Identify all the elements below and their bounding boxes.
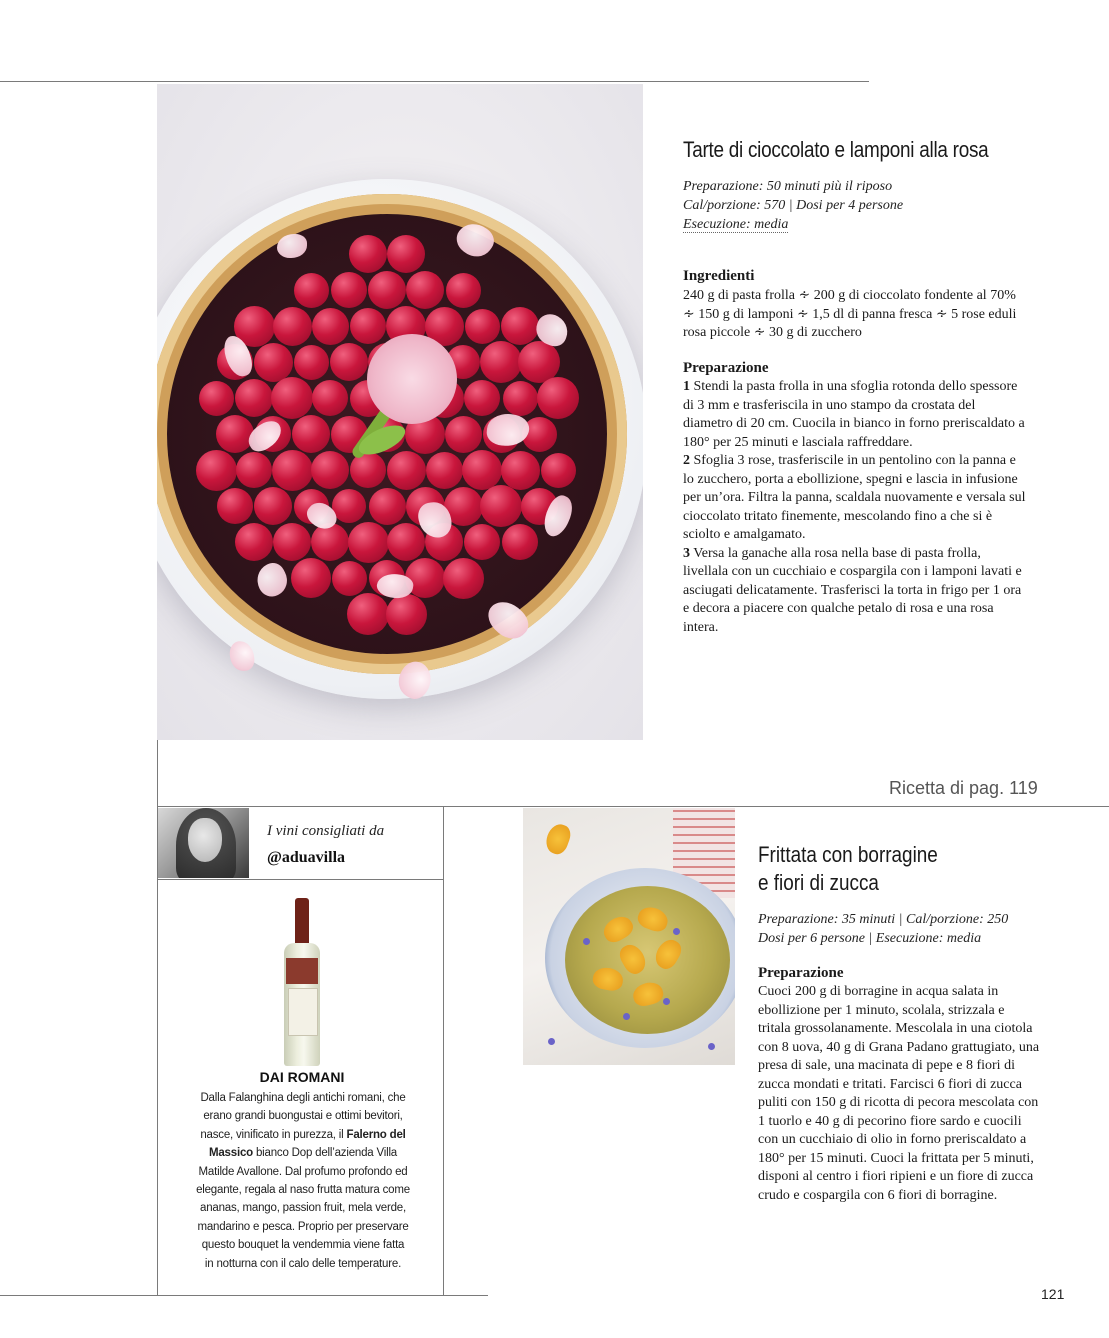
recipe2-title (758, 841, 938, 897)
recipe2-meta (758, 910, 1008, 948)
raspberry (480, 485, 522, 527)
raspberry (311, 451, 349, 489)
recipe2-title-line2: e fiori di zucca (758, 870, 879, 895)
raspberry (217, 488, 253, 524)
wine-name: Falerno del Massico (208, 1128, 406, 1160)
recipe2-preparation-heading: Preparazione (758, 965, 844, 981)
raspberry (312, 380, 348, 416)
raspberry (331, 272, 367, 308)
top-rule (0, 81, 869, 82)
recipe2-preparation-text: Cuoci 200 g di borragine in acqua salata in ebollizione per 1 minuto, scolala, strizzala e tritala grossolanamente. Mescolala in una ciotola con 8 uova, 40 g di Grana Padano grattugiato, una presa di sale, una macinata di pepe e 8 fiori di zucca mondati e tritati. Farcisci 6 fiori di zucca puliti con 150 g di ricotta di pecora mescolata con 1 tuorlo e 40 g di pecorino fiore sardo e cuocili con un cucchiaio di olio in forno preriscaldato a 180° per 15 minuti. Cuoci la frittata per 5 minuti, disponi al centro i fiori ripieni e un fiore di zucca crudo e cospargila con 6 fiori di borragine. (758, 984, 1040, 1203)
raspberry (350, 308, 386, 344)
raspberry (235, 379, 273, 417)
ingredients-heading: Ingredienti (683, 268, 755, 284)
raspberry (199, 381, 234, 416)
raspberry (294, 345, 329, 380)
raspberry (348, 522, 389, 563)
raspberry (426, 452, 463, 489)
raspberry (369, 488, 406, 525)
raspberry (294, 273, 329, 308)
raspberry (254, 343, 293, 382)
preparation-heading: Preparazione (683, 360, 769, 376)
raspberry (502, 524, 538, 560)
raspberry (271, 377, 313, 419)
raspberry (311, 523, 349, 561)
raspberry (501, 307, 539, 345)
raspberry (349, 235, 387, 273)
bottom-rule (0, 1295, 488, 1296)
raspberry (541, 453, 576, 488)
tart-photo (157, 84, 643, 740)
raspberry (236, 452, 272, 488)
raspberry (406, 271, 444, 309)
raspberry (273, 523, 311, 561)
ingredients-text: 240 g di pasta frolla ∻ 200 g di cioccolato fondente al 70% ∻ 150 g di lamponi ∻ 1,5 dl di panna fresca ∻ 5 rose eduli rosa piccole ∻ 30 g di zucchero (683, 288, 1017, 340)
sommelier-avatar (158, 808, 249, 878)
frittata-photo (523, 808, 735, 1065)
raspberry (465, 309, 500, 344)
raspberry (387, 451, 426, 490)
recipe-title: Tarte di cioccolato e lamponi alla rosa (683, 137, 989, 162)
raspberry (501, 451, 540, 490)
raspberry (312, 308, 349, 345)
raspberry (332, 561, 367, 596)
meta-preparation: Preparazione: 50 minuti più il riposo (683, 179, 893, 194)
raspberry (537, 377, 579, 419)
recipe-meta (683, 177, 903, 234)
raspberry (446, 273, 481, 308)
recipe-page-reference: Ricetta di pag. 119 (889, 778, 1038, 798)
raspberry (332, 489, 366, 523)
step-2: 2 Sfoglia 3 rose, trasferiscile in un pentolino con la panna e lo zucchero, porta a ebollizione, spegni e lascia in infusione per un’ora. Filtra la panna, scaldala nuovamente e versala sul cioccolato tritato finemente, mescolando fino a che si è sciolto e amalgamato. (683, 453, 1026, 542)
sommelier-handle: @aduavilla (267, 849, 346, 866)
raspberry (254, 487, 292, 525)
preparation-steps (683, 378, 1028, 637)
recipe2-title-line1: Frittata con borragine (758, 842, 938, 867)
section-rule (157, 806, 1109, 807)
raspberry (386, 594, 427, 635)
raspberry (368, 271, 406, 309)
page-number: 121 (1041, 1286, 1065, 1302)
wine-description: Dalla Falanghina degli antichi romani, che erano grandi buongustai e ottimi bevitori, nasce, vinificato in purezza, il Falerno del Massico bianco Dop dell’azienda Villa Matilde Avallone. Dal profumo profondo ed elegante, regala al naso frutta matura come ananas, mango, passion fruit, mela verde, mandarino e pesca. Proprio per preservare questo bouquet la vendemmia viene fatta in notturna con il calo delle temperature. (196, 1092, 410, 1270)
raspberry (462, 450, 502, 490)
raspberry (291, 558, 331, 598)
wine-title: DAI ROMANI (259, 1069, 345, 1085)
raspberry (464, 524, 500, 560)
raspberry (196, 450, 237, 491)
meta-difficulty: Esecuzione: media (683, 217, 789, 232)
raspberry (235, 523, 273, 561)
raspberry (387, 235, 425, 273)
wine-bottle-image (282, 898, 322, 1066)
raspberry (273, 307, 312, 346)
raspberry (480, 341, 522, 383)
sommelier-header-rule (157, 879, 444, 880)
raspberry (464, 380, 500, 416)
recipe2-meta-line2: Dosi per 6 persone | Esecuzione: media (758, 931, 982, 946)
raspberry (503, 381, 538, 416)
recipe2-meta-line1: Preparazione: 35 minuti | Cal/porzione: 250 (758, 912, 1009, 927)
raspberry (347, 593, 389, 635)
raspberry (445, 416, 482, 453)
step-3: 3 Versa la ganache alla rosa nella base di pasta frolla, livellala con un cucchiaio e cospargila con i lamponi lavati e asciugati delicatamente. Trasferisci la torta in frigo per 1 ora e decora a piacere con qualche petalo di rosa e una rosa intera. (683, 545, 1022, 635)
sommelier-label: I vini consigliati da (267, 823, 385, 839)
raspberry (216, 415, 254, 453)
meta-calories: Cal/porzione: 570 | Dosi per 4 persone (683, 198, 904, 213)
step-1: 1 Stendi la pasta frolla in una sfoglia rotonda dello spessore di 3 mm e trasferiscila in uno stampo da crostata del diametro di 20 cm. Cuocila in bianco in forno preriscaldato a 180° per 25 minuti e lasciala raffreddare. (683, 379, 1025, 450)
raspberry (292, 415, 330, 453)
raspberry (272, 450, 313, 491)
raspberry (387, 523, 425, 561)
raspberry (443, 558, 484, 599)
raspberry (330, 343, 368, 381)
